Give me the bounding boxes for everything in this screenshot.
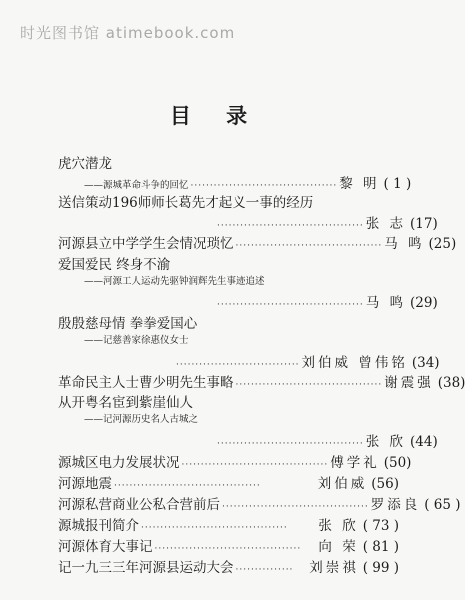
entry-page: (25): [428, 236, 457, 252]
entry-subtitle: ——河源工人运动先驱钟润辉先生事迹追述: [84, 276, 265, 287]
entry-author: 张 欣: [365, 434, 407, 450]
toc-entry-title: [58, 253, 357, 273]
leader-dots: ······································: [217, 439, 364, 449]
entry-page: ( 81 ): [362, 539, 399, 555]
entry-author: 傅学礼: [330, 455, 380, 471]
entry-title: 河源县立中学学生会情况琐忆: [58, 236, 234, 252]
toc-entry-author-line: [174, 351, 440, 371]
entry-page: ( 73 ): [362, 518, 399, 534]
leader-dots: ······································: [141, 523, 288, 533]
toc-entry-title: [58, 152, 357, 172]
entry-title: 革命民主人士曹少明先生事略: [58, 375, 234, 391]
toc-entry: [58, 472, 399, 492]
page-title: 目 录: [169, 104, 262, 128]
toc-entry-subtitle: [84, 411, 399, 425]
entry-page: (56): [371, 476, 399, 492]
entry-title: 源城区电力发展状况: [58, 455, 180, 471]
entry-page: (44): [410, 434, 438, 450]
entry-title: 河源地震: [58, 476, 112, 492]
entry-title: 河源私营商业公私合营前后: [58, 497, 220, 513]
entry-page: (50): [383, 455, 412, 471]
toc-entry: [58, 371, 465, 391]
leader-dots: ······································: [217, 221, 364, 231]
entry-page: (34): [411, 355, 440, 371]
toc-entry: [58, 535, 399, 555]
entry-title: 殷殷慈母情 拳拳爱国心: [58, 316, 198, 332]
entry-title: 记一九三三年河源县运动大会: [58, 560, 234, 576]
entry-author: 马 鸣: [384, 236, 425, 252]
entry-subtitle: ——记慈善家徐惠仪女士: [84, 335, 189, 346]
toc-entry: [58, 556, 399, 576]
toc-entry-author-line: [215, 430, 438, 450]
toc-entry-title: [58, 312, 357, 332]
entry-page: ( 65 ): [424, 497, 461, 513]
leader-dots: ································: [176, 360, 300, 370]
entry-author: 刘伯威 曾伟铭: [301, 355, 408, 371]
entry-author: 黎 明: [339, 176, 380, 192]
toc-entry-title: [58, 391, 357, 411]
entry-page: (38): [437, 375, 465, 391]
entry-title: 河源体育大事记: [58, 539, 153, 555]
entry-subtitle: ——源城革命斗争的回忆: [84, 180, 189, 191]
entry-page: (29): [410, 295, 438, 311]
entry-page: (17): [410, 216, 438, 232]
toc-entry: [58, 493, 461, 513]
entry-title: 源城报刊简介: [58, 518, 139, 534]
leader-dots: ······································: [181, 460, 329, 470]
entry-author: 马 鸣: [365, 295, 407, 311]
toc-entry: [58, 514, 399, 534]
entry-author: 刘崇祺: [309, 560, 359, 576]
toc-entry-author-line: [215, 212, 438, 232]
leader-dots: ···············: [235, 565, 294, 575]
entry-title: 虎穴潜龙: [58, 156, 112, 172]
watermark: 时光图书馆 atimebook.com: [20, 24, 236, 42]
entry-author: 罗添良: [370, 497, 421, 513]
leader-dots: ······································: [235, 380, 383, 390]
leader-dots: ······································: [114, 481, 261, 491]
entry-author: 谢震强: [384, 375, 434, 391]
leader-dots: ······································: [222, 502, 369, 512]
entry-author: 刘伯威: [317, 476, 368, 492]
leader-dots: ······································: [154, 544, 302, 554]
leader-dots: ······································: [217, 300, 364, 310]
toc-entry-subtitle: [84, 332, 399, 346]
toc-entry-subtitle: [84, 273, 399, 287]
toc-entry: [58, 232, 457, 252]
entry-title: 爱国爱民 终身不渝: [58, 257, 171, 273]
leader-dots: ······································: [190, 181, 338, 191]
leader-dots: ······································: [235, 241, 383, 251]
toc-entry-subtitle: [84, 172, 412, 192]
entry-author: 张 志: [365, 216, 407, 232]
entry-page: ( 1 ): [383, 176, 412, 192]
entry-author: 张 欣: [318, 518, 359, 534]
toc-entry: [58, 451, 412, 471]
entry-subtitle: ——记河源历史名人古城之: [84, 414, 199, 425]
toc-entry-author-line: [215, 291, 438, 311]
entry-page: ( 99 ): [362, 560, 399, 576]
entry-title: 从开粤名宦到紫崖仙人: [58, 395, 193, 411]
entry-author: 向 荣: [318, 539, 359, 555]
toc-entry-title: [58, 191, 399, 211]
entry-title: 送信策动196师师长葛先才起义一事的经历: [58, 195, 314, 211]
